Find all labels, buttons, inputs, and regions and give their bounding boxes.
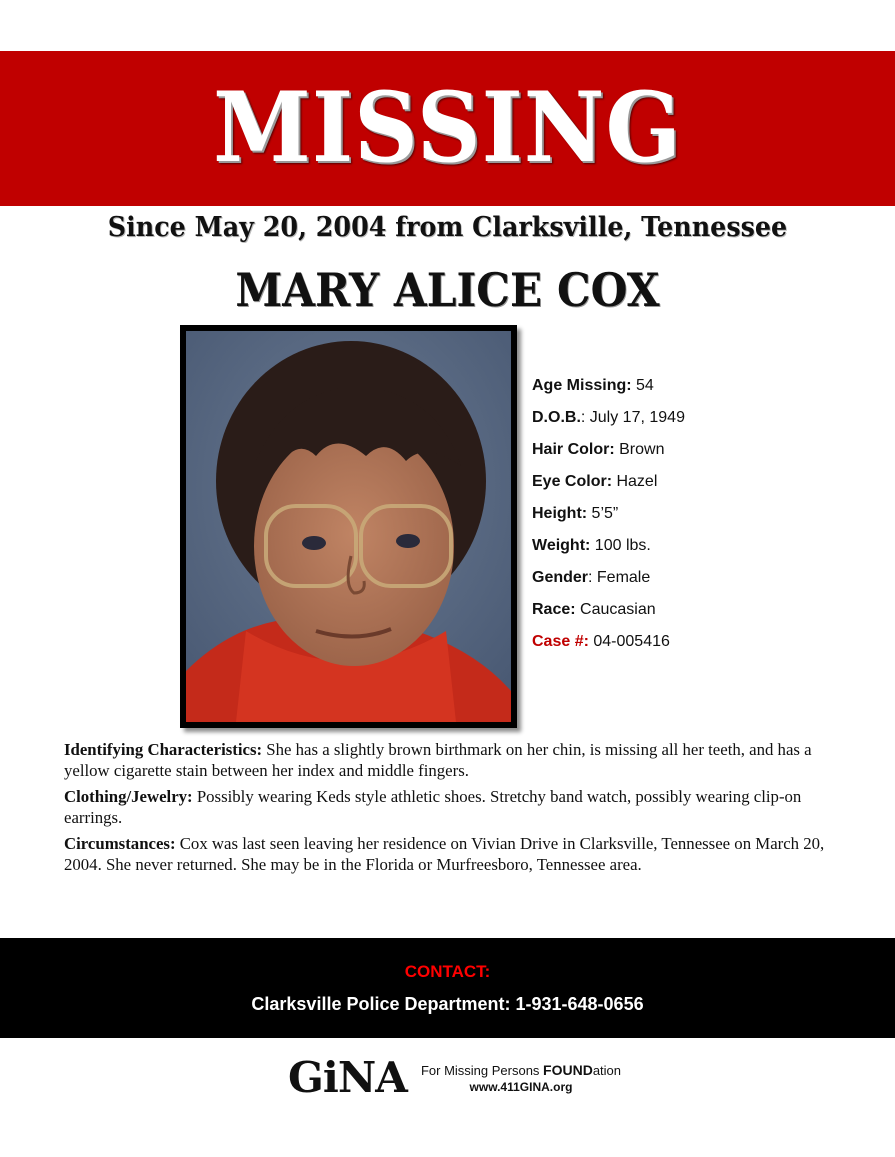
detail-dob — [532, 404, 872, 436]
detail-value: 5’5” — [587, 505, 619, 522]
circumstances-label: Circumstances: — [64, 834, 176, 853]
details-list — [532, 372, 872, 660]
detail-value: 100 lbs. — [590, 537, 651, 554]
detail-label: Hair Color: — [532, 441, 615, 458]
detail-label: Gender — [532, 569, 589, 586]
person-name: MARY ALICE COX — [235, 263, 660, 317]
detail-value: Brown — [614, 441, 665, 458]
detail-gender — [532, 564, 872, 596]
person-photo — [180, 325, 517, 728]
missing-banner — [0, 51, 895, 206]
detail-age-missing — [532, 372, 872, 404]
detail-value: 04-005416 — [588, 633, 670, 650]
banner-title: MISSING — [213, 71, 682, 184]
detail-hair-color — [532, 436, 872, 468]
clothing-label: Clothing/Jewelry: — [64, 787, 193, 806]
circumstances — [64, 833, 844, 875]
contact-phone-line: Clarksville Police Department: 1-931-648-0656 — [251, 994, 644, 1014]
detail-eye-color — [532, 468, 872, 500]
detail-label: Height: — [532, 505, 588, 522]
detail-label: Eye Color: — [532, 473, 613, 490]
gina-logo: GiNA — [288, 1053, 407, 1102]
circumstances-text: Cox was last seen leaving her residence on Vivian Drive in Clarksville, Tennessee on March 20, 2004. She never returned. She may be in the Florida or Murfreesboro, Tennessee area. — [64, 834, 825, 874]
contact-bar — [0, 938, 895, 1038]
detail-value: Caucasian — [575, 601, 656, 618]
detail-label: Weight: — [532, 537, 591, 554]
detail-label: Case #: — [532, 633, 589, 650]
tagline-post: ation — [592, 1063, 622, 1078]
identifying-label: Identifying Characteristics: — [64, 740, 263, 759]
tagline-found: FOUND — [543, 1062, 593, 1078]
clothing-text: Possibly wearing Keds style athletic shoes. Stretchy band watch, possibly wearing clip-on earrings. — [64, 787, 802, 827]
contact-label: CONTACT: — [404, 962, 491, 981]
footer-logo-area — [288, 1054, 648, 1102]
identifying-characteristics — [64, 739, 844, 781]
detail-height — [532, 500, 872, 532]
tagline-pre: For Missing Persons — [420, 1063, 544, 1078]
detail-value: : July 17, 1949 — [580, 409, 685, 426]
detail-case-number — [532, 628, 872, 660]
clothing-jewelry — [64, 786, 844, 828]
gina-tagline — [416, 1062, 626, 1095]
detail-value: : Female — [588, 569, 651, 586]
detail-value: Hazel — [612, 473, 658, 490]
description-section — [64, 739, 844, 880]
identifying-text: She has a slightly brown birthmark on her chin, is missing all her teeth, and has a yellow cigarette stain between her index and middle fingers. — [64, 740, 812, 780]
gina-url[interactable]: www.411GINA.org — [469, 1080, 573, 1094]
detail-label: Race: — [532, 601, 576, 618]
portrait-image — [186, 331, 511, 722]
detail-race — [532, 596, 872, 628]
detail-label: D.O.B. — [532, 409, 581, 426]
detail-label: Age Missing: — [532, 377, 632, 394]
detail-value: 54 — [631, 377, 654, 394]
detail-weight — [532, 532, 872, 564]
missing-since-line: Since May 20, 2004 from Clarksville, Tennessee — [107, 212, 788, 243]
